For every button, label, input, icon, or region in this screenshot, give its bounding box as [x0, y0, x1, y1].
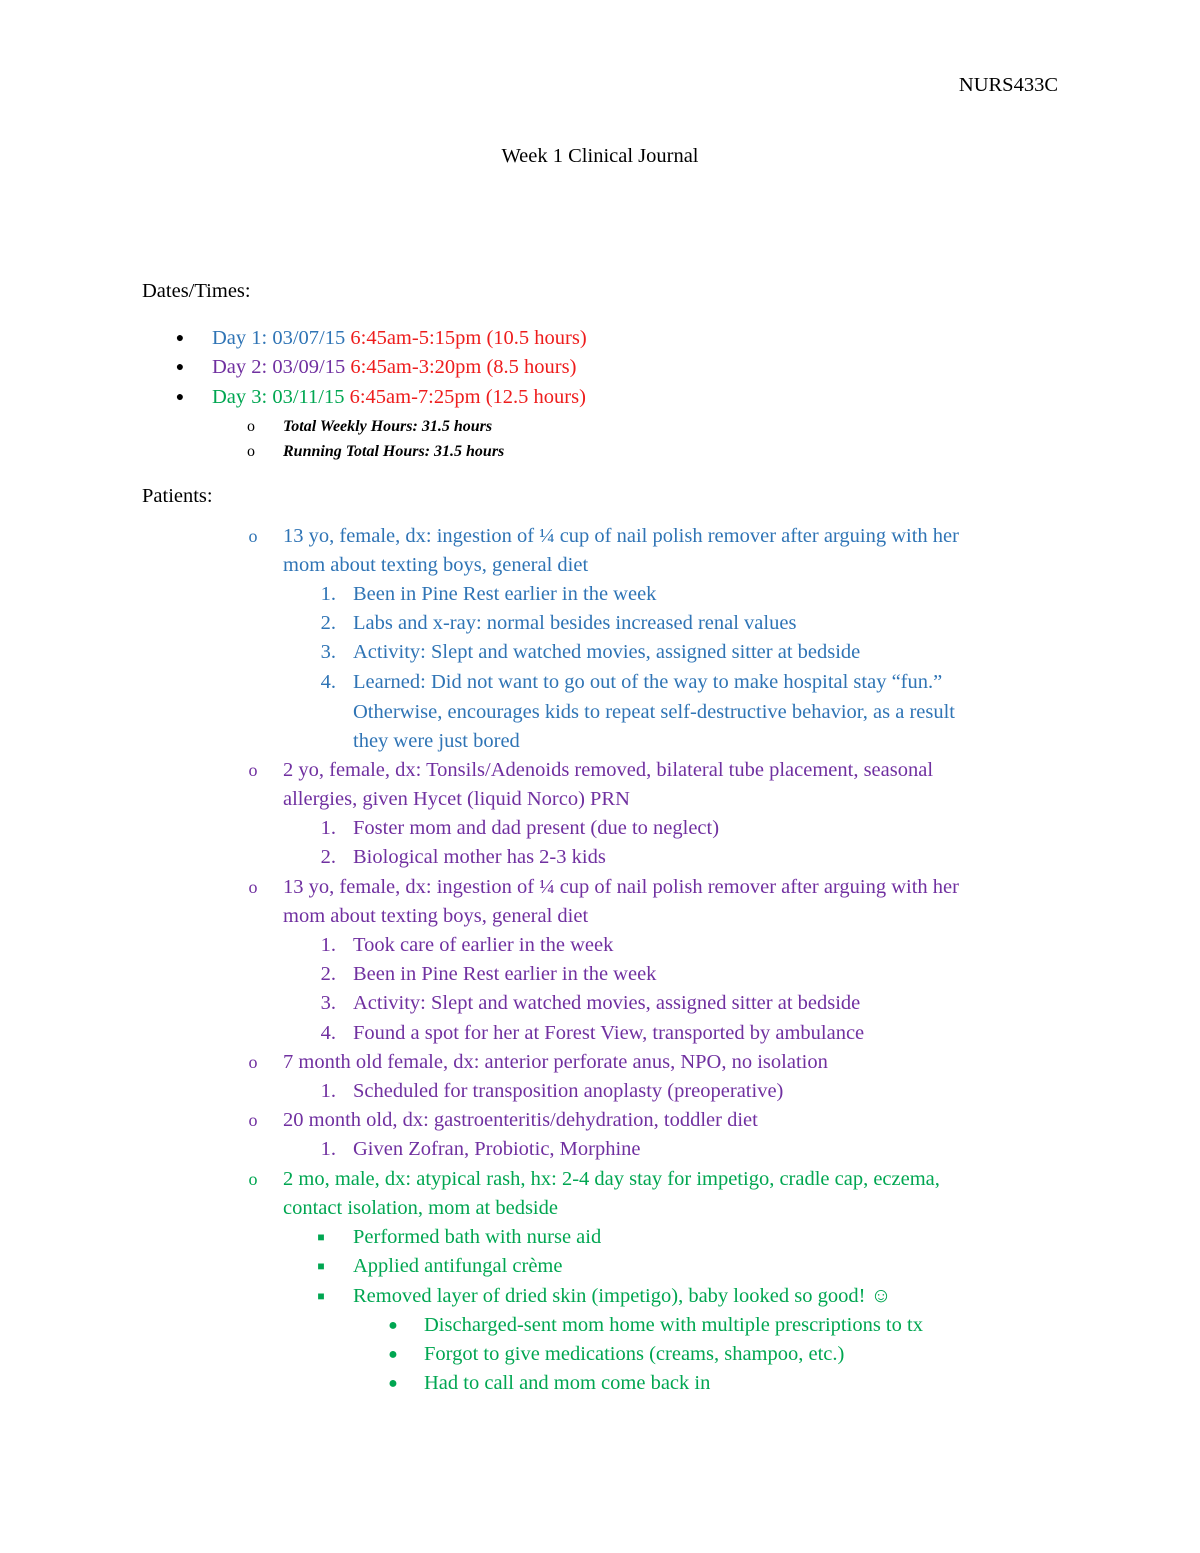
list-item: Scheduled for transposition anoplasty (preoperative) — [353, 1080, 784, 1102]
item-number: 1. — [320, 1080, 336, 1102]
patient-summary: 2 mo, male, dx: atypical rash, hx: 2-4 day stay for impetigo, cradle cap, eczema, — [283, 1168, 940, 1190]
day-row — [212, 324, 587, 353]
patient-summary: 2 yo, female, dx: Tonsils/Adenoids removed, bilateral tube placement, seasonal — [283, 759, 934, 781]
item-number: 3. — [320, 641, 336, 663]
list-item: Had to call and mom come back in — [424, 1372, 711, 1394]
circle-bullet-icon: o — [248, 760, 258, 780]
day-label: Day 2: 03/09/15 — [212, 356, 346, 378]
patients-heading: Patients: — [142, 485, 213, 507]
list-item: Found a spot for her at Forest View, transported by ambulance — [353, 1022, 865, 1044]
list-item: Learned: Did not want to go out of the way to make hospital stay “fun.” — [353, 671, 943, 693]
list-item: Been in Pine Rest earlier in the week — [353, 963, 657, 985]
circle-bullet-icon: o — [248, 526, 258, 546]
patient-summary: 13 yo, female, dx: ingestion of ¼ cup of nail polish remover after arguing with her — [283, 876, 959, 898]
square-bullet-icon: ■ — [317, 1230, 325, 1244]
item-number: 3. — [320, 992, 336, 1014]
patient-summary: allergies, given Hycet (liquid Norco) PRN — [283, 788, 630, 810]
square-bullet-icon: ■ — [317, 1259, 325, 1273]
page-title: Week 1 Clinical Journal — [501, 145, 699, 167]
circle-bullet-icon: o — [247, 443, 255, 460]
list-item-continued: they were just bored — [353, 730, 520, 752]
course-code: NURS433C — [958, 74, 1058, 96]
list-item: Foster mom and dad present (due to neglect) — [353, 817, 720, 839]
patient-summary: mom about texting boys, general diet — [283, 905, 589, 927]
list-item-continued: Otherwise, encourages kids to repeat self-destructive behavior, as a result — [353, 701, 955, 723]
item-number: 4. — [320, 671, 336, 693]
square-bullet-icon: ■ — [317, 1289, 325, 1303]
item-number: 1. — [320, 1138, 336, 1160]
day-row — [212, 353, 576, 382]
day-row — [212, 383, 586, 412]
bullet-icon: ● — [388, 1346, 398, 1363]
circle-bullet-icon: o — [248, 1052, 258, 1072]
bullet-icon: ● — [175, 390, 185, 405]
item-number: 1. — [320, 934, 336, 956]
running-total-hours: Running Total Hours: 31.5 hours — [283, 443, 505, 460]
bullet-icon: ● — [175, 360, 185, 375]
list-item: Discharged-sent mom home with multiple prescriptions to tx — [424, 1314, 923, 1336]
item-number: 1. — [320, 583, 336, 605]
day-time: 6:45am-3:20pm (8.5 hours) — [350, 356, 577, 378]
day-time: 6:45am-7:25pm (12.5 hours) — [349, 386, 586, 408]
item-number: 2. — [320, 612, 336, 634]
patient-summary: 13 yo, female, dx: ingestion of ¼ cup of nail polish remover after arguing with her — [283, 525, 959, 547]
patient-summary: 20 month old, dx: gastroenteritis/dehydration, toddler diet — [283, 1109, 758, 1131]
patient-summary: mom about texting boys, general diet — [283, 554, 589, 576]
day-time: 6:45am-5:15pm (10.5 hours) — [350, 327, 587, 349]
circle-bullet-icon: o — [248, 1110, 258, 1130]
circle-bullet-icon: o — [247, 418, 255, 435]
list-item: Biological mother has 2-3 kids — [353, 846, 606, 868]
total-weekly-hours: Total Weekly Hours: 31.5 hours — [283, 418, 493, 435]
day-label: Day 1: 03/07/15 — [212, 327, 346, 349]
list-item: Labs and x-ray: normal besides increased renal values — [353, 612, 797, 634]
bullet-icon: ● — [388, 1317, 398, 1334]
list-item: Activity: Slept and watched movies, assigned sitter at bedside — [353, 992, 861, 1014]
list-item: Removed layer of dried skin (impetigo), baby looked so good! ☺ — [353, 1285, 892, 1307]
item-number: 2. — [320, 963, 336, 985]
circle-bullet-icon: o — [248, 1169, 258, 1189]
list-item: Performed bath with nurse aid — [353, 1226, 602, 1248]
bullet-icon: ● — [388, 1375, 398, 1392]
day-label: Day 3: 03/11/15 — [212, 386, 345, 408]
item-number: 1. — [320, 817, 336, 839]
list-item: Took care of earlier in the week — [353, 934, 614, 956]
item-number: 4. — [320, 1022, 336, 1044]
list-item: Applied antifungal crème — [353, 1255, 563, 1277]
list-item: Forgot to give medications (creams, shampoo, etc.) — [424, 1343, 845, 1365]
patient-summary: 7 month old female, dx: anterior perforate anus, NPO, no isolation — [283, 1051, 828, 1073]
bullet-icon: ● — [175, 331, 185, 346]
list-item: Activity: Slept and watched movies, assigned sitter at bedside — [353, 641, 861, 663]
item-number: 2. — [320, 846, 336, 868]
circle-bullet-icon: o — [248, 877, 258, 897]
list-item: Been in Pine Rest earlier in the week — [353, 583, 657, 605]
patient-summary: contact isolation, mom at bedside — [283, 1197, 558, 1219]
dates-heading: Dates/Times: — [142, 280, 251, 302]
list-item: Given Zofran, Probiotic, Morphine — [353, 1138, 641, 1160]
